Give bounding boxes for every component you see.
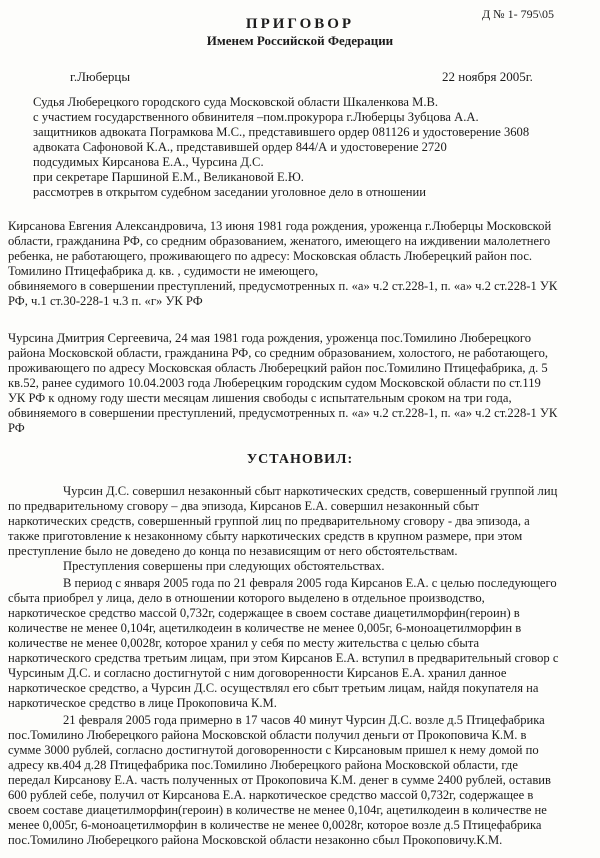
body-line: менее 0,005г, 6-моноацетилморфин в количестве не менее 0,0028г, которое возле д.5 Птицефабрика xyxy=(8,818,542,832)
defendant-1-line: обвиняемого в совершении преступлений, предусмотренных п. «а» ч.2 ст.228-1, п. «а» ч.2 ст.228-1 УК xyxy=(8,279,558,293)
body-line: наркотическое средство, а Чурсин Д.С. осуществлял его сбыт третьим лицам, найдя покупателя на xyxy=(8,681,539,695)
defendant-2-line: обвиняемого в совершении преступлений, предусмотренных п. «а» ч.2 ст.228-1, п. «а» ч.2 ст.228-1 УК xyxy=(8,406,558,420)
date: 22 ноября 2005г. xyxy=(442,69,533,84)
document-title: ПРИГОВОР xyxy=(245,16,355,32)
body-line: также приготовление к незаконному сбыту наркотических средств в крупном размере, при этом xyxy=(8,529,523,543)
defendant-2-line: РФ xyxy=(8,421,25,435)
body-line: количестве не менее 0,104г, ацетилкодеин в количестве не менее 0,005г, 6-моноацетилморфин в xyxy=(8,621,522,635)
defendant-2-line: района Московской области, гражданина РФ, со средним образованием, холостого, не работающего, xyxy=(8,346,549,360)
body-line: наркотическое средство массой 0,732г, содержащее в своем составе диацетилморфин(героин) в xyxy=(8,606,520,620)
body-line: Чурсиным Д.С. и согласно достигнутой с ним договоренности Кирсанов Е.А. хранил данное xyxy=(8,666,507,680)
body-line: преступление было не доведено до конца по независящим от него обстоятельствам. xyxy=(8,544,458,558)
intro-line: подсудимых Кирсанова Е.А., Чурсина Д.С. xyxy=(33,155,264,169)
document-subtitle: Именем Российской Федерации xyxy=(206,33,394,48)
defendant-2-line: УК РФ к одному году шести месяцам лишения свободы с испытательным сроком на три года, xyxy=(8,391,512,405)
body-line: пос.Томилино Люберецкого района Московской области получил деньги от Прокоповича К.М. в xyxy=(8,728,527,742)
intro-line: с участием государственного обвинителя –пом.прокурора г.Люберцы Зубцова А.А. xyxy=(33,110,479,124)
body-line: 600 рублей себе, получил от Кирсанова Е.А. наркотическое средство массой 0,732г, содержащее в xyxy=(8,788,534,802)
defendant-1-line: Томилино Птицефабрика д. кв. , судимости не имеющего, xyxy=(8,264,319,278)
defendant-2-line: кв.52, ранее судимого 10.04.2003 года Люберецким городским судом Московской области по ст.119 xyxy=(8,376,541,390)
intro-line: адвоката Сафоновой К.А., представившей ордер 844/А и удостоверение 2720 xyxy=(33,140,447,154)
body-line: наркотических средств, совершенный группой лиц по предварительному сговору - два эпизода, а xyxy=(8,514,530,528)
intro-line: рассмотрев в открытом судебном заседании уголовное дело в отношении xyxy=(33,185,427,199)
body-line: своем составе диацетилморфин(героин) в количестве не менее 0,104г, ацетилкодеин в количестве не xyxy=(8,803,547,817)
body-line: Чурсин Д.С. совершил незаконный сбыт наркотических средств, совершенный группой лиц xyxy=(63,484,558,498)
defendant-1-line: ребенка, не работающего, проживающего по адресу: Московская область Люберецкий район пос. xyxy=(8,249,533,263)
defendant-2-line: Чурсина Дмитрия Сергеевича, 24 мая 1981 года рождения, уроженца пос.Томилино Люберецкого xyxy=(8,331,532,345)
body-line: адресу кв.404 д.28 Птицефабрика пос.Томилино Люберецкого района Московской области, где xyxy=(8,758,518,772)
section-title: УСТАНОВИЛ: xyxy=(246,452,354,467)
body-line: количестве не менее 0,0028г, которое хранил у себя по месту жительства с целью сбыта xyxy=(8,636,480,650)
intro-line: Судья Люберецкого городского суда Московской области Шкаленкова М.В. xyxy=(33,95,439,109)
body-line: передал Кирсанову Е.А. часть полученных от Прокоповича К.М. денег в сумме 2400 рублей, оставив xyxy=(8,773,551,787)
body-line: В период с января 2005 года по 21 февраля 2005 года Кирсанов Е.А. с целью последующего xyxy=(63,576,557,590)
defendant-1-line: области, гражданина РФ, со средним образованием, женатого, имеющего на иждивении малолетнего xyxy=(8,234,551,248)
body-line: Преступления совершены при следующих обстоятельствах. xyxy=(63,559,385,573)
defendant-1-line: РФ, ч.1 ст.30-228-1 ч.3 п. «г» УК РФ xyxy=(8,294,203,308)
defendant-1-line: Кирсанова Евгения Александровича, 13 июня 1981 года рождения, уроженца г.Люберцы Московской xyxy=(8,219,552,233)
body-line: сумме 3000 рублей, согласно достигнутой договоренности с Кирсановым пришел к нему домой по xyxy=(8,743,539,757)
body-line: 21 февраля 2005 года примерно в 17 часов 40 минут Чурсин Д.С. возле д.5 Птицефабрика xyxy=(63,713,545,727)
body-line: сбыта приобрел у лица, дело в отношении которого выделено в отдельное производство, xyxy=(8,591,485,605)
intro-line: при секретаре Паршиной Е.М., Великановой Е.Ю. xyxy=(33,170,304,184)
defendant-2-line: проживающего по адресу Московская область Люберецкий район пос.Томилино Птицефабрика, д. 5 xyxy=(8,361,548,375)
body-line: наркотическое средство в лице Прокоповича К.М. xyxy=(8,696,277,710)
body-line: пос.Томилино Люберецкого района Московской области незаконно сбыл Прокоповичу.К.М. xyxy=(8,833,503,847)
body-line: по предварительному сговору – два эпизода, Кирсанов Е.А. совершил незаконный сбыт xyxy=(8,499,480,513)
intro-line: защитников адвоката Пограмкова М.С., представившего ордер 081126 и удостоверение 3608 xyxy=(33,125,530,139)
case-number: Д № 1- 795\05 xyxy=(482,7,554,21)
body-line: наркотического средства третьим лицам, при этом Кирсанов Е.А. вступил в предварительный сговор с xyxy=(8,651,559,665)
city: г.Люберцы xyxy=(70,69,131,84)
